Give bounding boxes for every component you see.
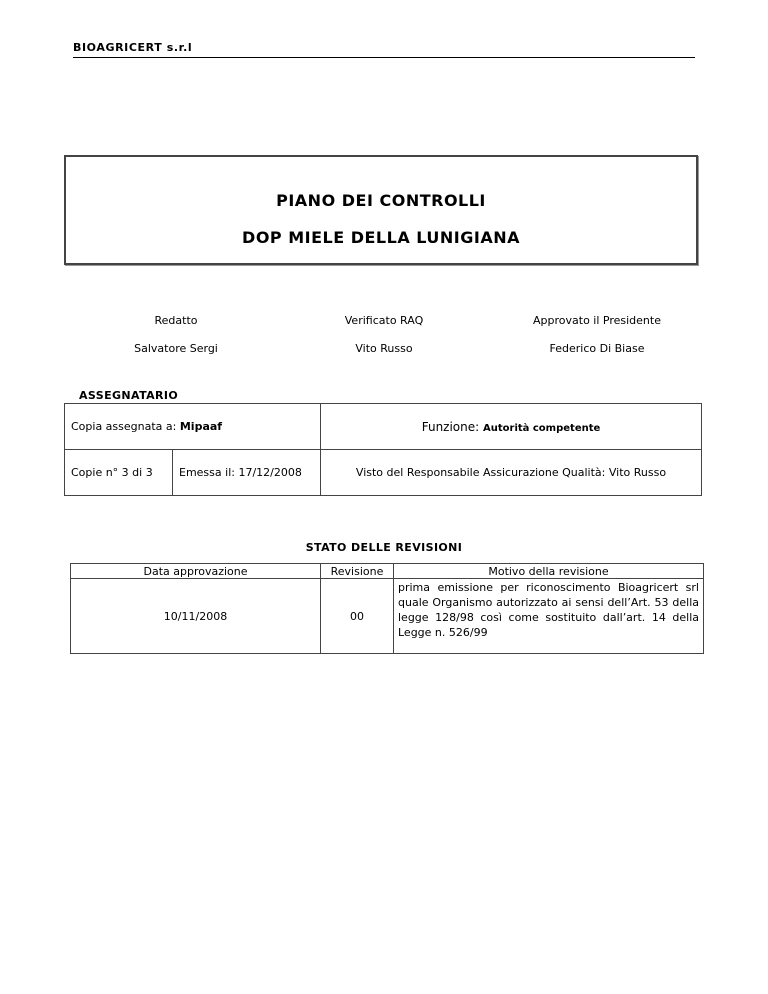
copia-value: Mipaaf: [179, 420, 223, 433]
signature-name-verificato: Vito Russo: [355, 342, 413, 355]
title-box: [64, 155, 698, 265]
emessa-cell: Emessa il: 17/12/2008: [173, 450, 321, 496]
assegnatario-label: ASSEGNATARIO: [79, 389, 179, 402]
document-subtitle: DOP MIELE DELLA LUNIGIANA: [242, 228, 520, 247]
copia-assegnata-cell: [65, 404, 321, 450]
funzione-value: Autorità competente: [483, 422, 601, 434]
row-motivo: prima emissione per riconoscimento Bioagricert srl quale Organismo autorizzato ai sensi dell’Art. 53 della legge 128/98 così come sostituito dall’art. 14 della Legge n. 526/99: [394, 579, 704, 654]
company-header: BIOAGRICERT s.r.l: [73, 41, 695, 58]
table-row: [71, 579, 704, 654]
signature-name-approvato: Federico Di Biase: [549, 342, 645, 355]
header-revisione: Revisione: [321, 564, 394, 579]
signature-role-approvato: Approvato il Presidente: [533, 314, 661, 327]
header-data-approvazione: Data approvazione: [71, 564, 321, 579]
signature-role-redatto: Redatto: [154, 314, 198, 327]
assegnatario-table: [64, 403, 702, 496]
funzione-cell: [321, 404, 702, 450]
header-motivo: Motivo della revisione: [394, 564, 704, 579]
visto-cell: Visto del Responsabile Assicurazione Qualità: Vito Russo: [321, 450, 702, 496]
copia-label: Copia assegnata a:: [71, 420, 180, 433]
row-revisione: 00: [321, 579, 394, 654]
signature-name-redatto: Salvatore Sergi: [134, 342, 218, 355]
signature-role-verificato: Verificato RAQ: [344, 314, 424, 327]
revisioni-table: [70, 563, 704, 654]
revisioni-title: STATO DELLE REVISIONI: [305, 541, 463, 554]
copie-cell: Copie n° 3 di 3: [65, 450, 173, 496]
document-title: PIANO DEI CONTROLLI: [276, 191, 486, 210]
row-data-approvazione: 10/11/2008: [71, 579, 321, 654]
funzione-label: Funzione:: [421, 419, 483, 434]
